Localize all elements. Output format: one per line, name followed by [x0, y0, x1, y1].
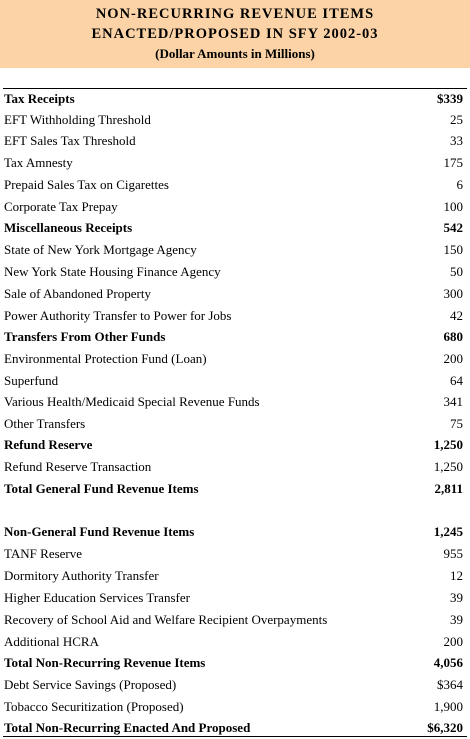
table-row	[0, 110, 470, 131]
row-label: Sale of Abandoned Property	[4, 286, 151, 301]
table-row	[0, 544, 470, 565]
table-row	[0, 632, 470, 653]
table-row	[0, 653, 470, 674]
row-value: 1,250	[433, 459, 463, 474]
row-label: Debt Service Savings (Proposed)	[4, 677, 177, 692]
row-value: 2,811	[434, 481, 463, 496]
row-value: 42	[450, 308, 463, 323]
row-value: 341	[443, 394, 463, 409]
row-label: Transfers From Other Funds	[4, 329, 166, 344]
table-row	[0, 89, 470, 110]
table-row	[0, 522, 470, 543]
row-label: Other Transfers	[4, 416, 86, 431]
row-value: $339	[437, 91, 463, 106]
row-label: Miscellaneous Receipts	[4, 220, 133, 235]
row-label: Recovery of School Aid and Welfare Recipient Overpayments	[4, 612, 328, 627]
row-value: 12	[450, 568, 463, 583]
row-label: Environmental Protection Fund (Loan)	[4, 351, 207, 366]
table-row	[0, 327, 470, 348]
row-label: Total Non-Recurring Enacted And Proposed	[4, 720, 251, 735]
table-row	[0, 175, 470, 196]
table-row	[0, 284, 470, 305]
table-row	[0, 435, 470, 456]
table-row	[0, 718, 470, 739]
row-label: Total General Fund Revenue Items	[4, 481, 199, 496]
table-row	[0, 240, 470, 261]
row-label: Tax Amnesty	[4, 155, 73, 170]
row-label: Refund Reserve	[4, 437, 93, 452]
row-value: 39	[450, 590, 463, 605]
row-label: TANF Reserve	[4, 546, 83, 561]
table-row	[0, 218, 470, 239]
row-value: 300	[443, 286, 463, 301]
table-row	[0, 197, 470, 218]
row-value: $6,320	[427, 720, 463, 735]
row-label: EFT Sales Tax Threshold	[4, 133, 136, 148]
table-units-note: (Dollar Amounts in Millions)	[155, 46, 315, 61]
table-row	[0, 131, 470, 152]
row-label: Higher Education Services Transfer	[4, 590, 190, 605]
row-label: EFT Withholding Threshold	[4, 112, 151, 127]
table-row	[0, 306, 470, 327]
table-row	[0, 392, 470, 413]
table-header	[0, 0, 470, 68]
table-row	[0, 457, 470, 478]
row-label: Power Authority Transfer to Power for Jobs	[4, 308, 232, 323]
table-row	[0, 479, 470, 500]
row-value: 175	[443, 155, 463, 170]
row-value: 6	[456, 177, 463, 192]
row-label: Refund Reserve Transaction	[4, 459, 152, 474]
table-title: NON-RECURRING REVENUE ITEMS	[95, 6, 375, 22]
row-label: Prepaid Sales Tax on Cigarettes	[4, 177, 169, 192]
table-row	[0, 675, 470, 696]
row-value: 1,250	[433, 437, 463, 452]
row-value: 64	[450, 373, 463, 388]
row-value: 50	[450, 264, 463, 279]
row-label: Superfund	[4, 373, 59, 388]
row-value: 75	[450, 416, 463, 431]
row-value: 100	[443, 199, 463, 214]
row-value: 200	[443, 634, 463, 649]
table-row	[0, 566, 470, 587]
row-label: Dormitory Authority Transfer	[4, 568, 159, 583]
row-label: State of New York Mortgage Agency	[4, 242, 197, 257]
row-label: New York State Housing Finance Agency	[4, 264, 221, 279]
row-value: 955	[443, 546, 463, 561]
row-value: 680	[443, 329, 463, 344]
row-label: Tobacco Securitization (Proposed)	[4, 699, 184, 714]
row-value: 150	[443, 242, 463, 257]
row-label: Non-General Fund Revenue Items	[4, 524, 195, 539]
row-value: 1,245	[433, 524, 463, 539]
table-row	[0, 588, 470, 609]
row-label: Total Non-Recurring Revenue Items	[4, 655, 206, 670]
row-label: Tax Receipts	[4, 91, 75, 106]
table-row	[0, 610, 470, 631]
row-label: Corporate Tax Prepay	[4, 199, 118, 214]
row-value: 1,900	[433, 699, 463, 714]
row-value: 200	[443, 351, 463, 366]
table-row	[0, 371, 470, 392]
row-value: 33	[450, 133, 463, 148]
table-row	[0, 262, 470, 283]
table-row	[0, 349, 470, 370]
row-value: 4,056	[433, 655, 463, 670]
row-label: Additional HCRA	[4, 634, 99, 649]
row-value: 25	[450, 112, 463, 127]
table-row	[0, 697, 470, 718]
table-row	[0, 414, 470, 435]
table-row	[0, 153, 470, 174]
row-label: Various Health/Medicaid Special Revenue Funds	[4, 394, 260, 409]
row-value: $364	[437, 677, 463, 692]
row-value: 39	[450, 612, 463, 627]
table-subtitle: ENACTED/PROPOSED IN SFY 2002-03	[91, 26, 379, 42]
row-value: 542	[443, 220, 463, 235]
